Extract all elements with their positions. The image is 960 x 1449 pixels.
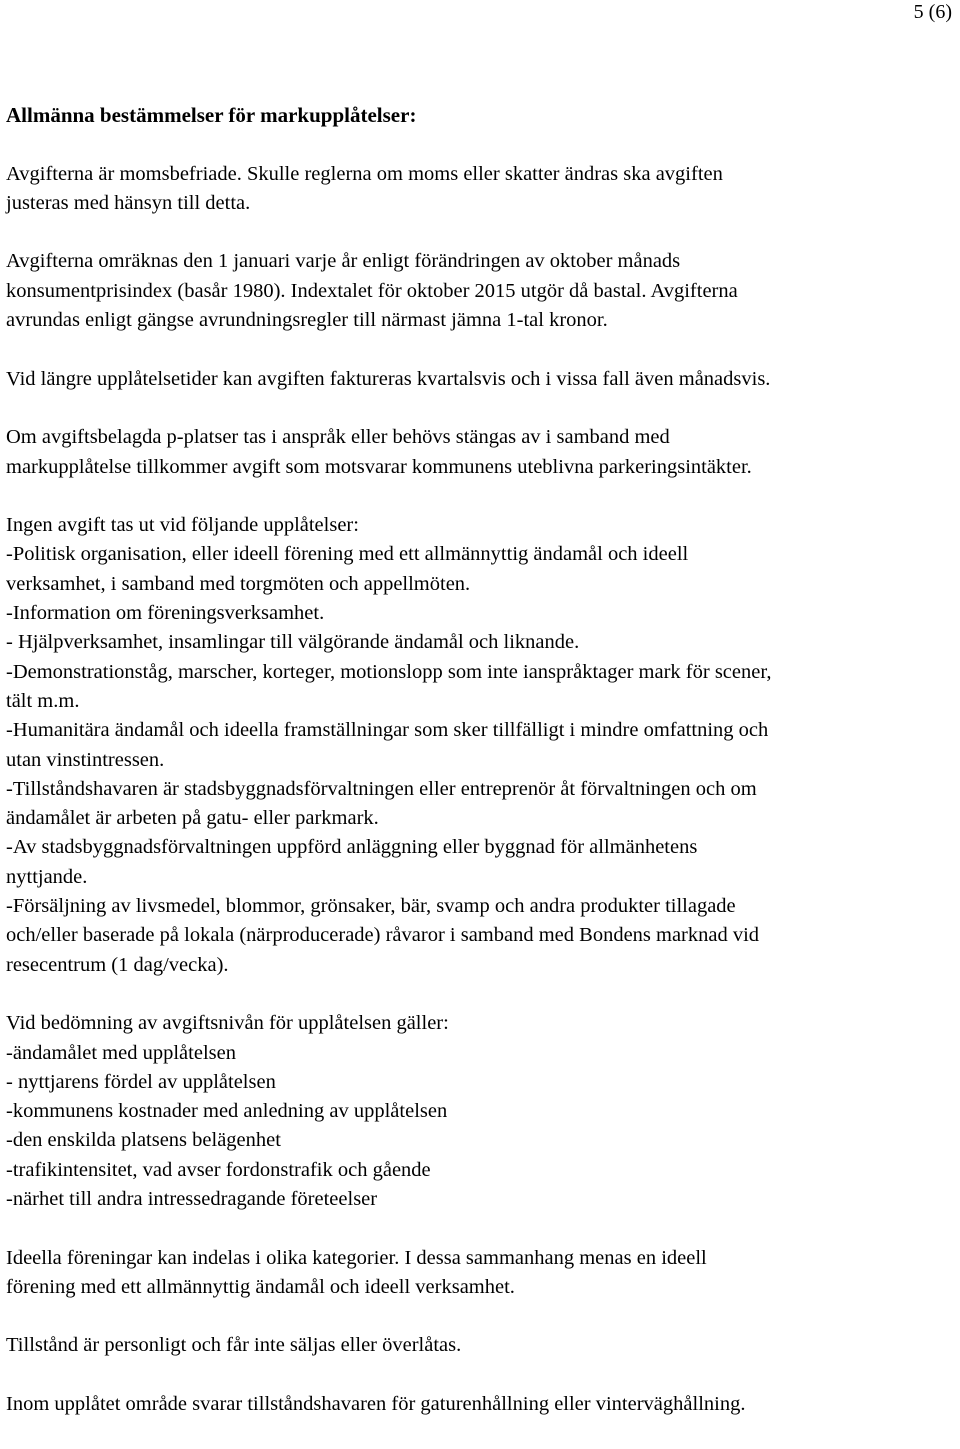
text-line: -närhet till andra intressedragande företeelser xyxy=(6,1187,378,1210)
text-line: tält m.m. xyxy=(6,689,80,712)
text-line: -ändamålet med upplåtelsen xyxy=(6,1041,236,1064)
text-line: Vid bedömning av avgiftsnivån för upplåtelsen gäller: xyxy=(6,1012,449,1035)
text-line: Avgifterna är momsbefriade. Skulle reglerna om moms eller skatter ändras ska avgiften xyxy=(6,162,723,185)
text-line: förening med ett allmännyttig ändamål och ideell verksamhet. xyxy=(6,1275,515,1298)
paragraph xyxy=(6,247,954,335)
text-line: Vid längre upplåtelsetider kan avgiften faktureras kvartalsvis och i vissa fall även månadsvis. xyxy=(6,367,771,390)
text-line: -den enskilda platsens belägenhet xyxy=(6,1129,281,1152)
text-line: konsumentprisindex (basår 1980). Indextalet för oktober 2015 utgör då bastal. Avgifterna xyxy=(6,279,738,302)
text-line: -Av stadsbyggnadsförvaltningen uppförd anläggning eller byggnad för allmänhetens xyxy=(6,836,698,859)
text-line: -trafikintensitet, vad avser fordonstrafik och gående xyxy=(6,1158,431,1181)
text-line: Tillstånd är personligt och får inte säljas eller överlåtas. xyxy=(6,1334,462,1357)
paragraph xyxy=(6,160,954,219)
text-line: -Humanitära ändamål och ideella framställningar som sker tillfälligt i mindre omfattning och xyxy=(6,719,769,742)
text-line: -Tillståndshavaren är stadsbyggnadsförvaltningen eller entreprenör åt förvaltningen och om xyxy=(6,777,757,800)
document-body xyxy=(6,101,954,1449)
section-heading: Allmänna bestämmelser för markupplåtelser: xyxy=(6,103,417,127)
text-line: Om avgiftsbelagda p-platser tas i anspråk eller behövs stängas av i samband med xyxy=(6,426,670,449)
text-line: avrundas enligt gängse avrundningsregler till närmast jämna 1-tal kronor. xyxy=(6,309,608,332)
paragraph xyxy=(6,511,954,980)
paragraph xyxy=(6,1331,954,1360)
text-line: - Hjälpverksamhet, insamlingar till välgörande ändamål och liknande. xyxy=(6,631,580,654)
paragraph xyxy=(6,365,954,394)
text-line: -kommunens kostnader med anledning av upplåtelsen xyxy=(6,1100,448,1123)
text-line: Ingen avgift tas ut vid följande upplåtelser: xyxy=(6,514,359,537)
text-line: nyttjande. xyxy=(6,865,88,888)
text-line: Inom upplåtet område svarar tillståndshavaren för gaturenhållning eller vinterväghållning. xyxy=(6,1393,746,1416)
paragraph xyxy=(6,1390,954,1419)
page-number: 5 (6) xyxy=(913,1,952,23)
text-line: -Politisk organisation, eller ideell förening med ett allmännyttig ändamål och ideell xyxy=(6,543,689,566)
paragraph xyxy=(6,423,954,482)
text-line: justeras med hänsyn till detta. xyxy=(6,191,251,214)
text-line: ändamålet är arbeten på gatu- eller parkmark. xyxy=(6,807,379,830)
text-line: -Information om föreningsverksamhet. xyxy=(6,602,325,625)
text-line: -Försäljning av livsmedel, blommor, grönsaker, bär, svamp och andra produkter tillagade xyxy=(6,895,736,918)
paragraph xyxy=(6,1009,954,1214)
text-line: -Demonstrationståg, marscher, korteger, motionslopp som inte ianspråktager mark för scener, xyxy=(6,660,772,683)
text-line: och/eller baserade på lokala (närproducerade) råvaror i samband med Bondens marknad vid xyxy=(6,924,760,947)
paragraph xyxy=(6,1244,954,1303)
text-line: resecentrum (1 dag/vecka). xyxy=(6,953,229,976)
text-line: markupplåtelse tillkommer avgift som motsvarar kommunens uteblivna parkeringsintäkter. xyxy=(6,455,752,478)
text-line: utan vinstintressen. xyxy=(6,748,165,771)
text-line: Ideella föreningar kan indelas i olika kategorier. I dessa sammanhang menas en ideell xyxy=(6,1246,707,1269)
text-line: verksamhet, i samband med torgmöten och appellmöten. xyxy=(6,572,471,595)
text-line: Avgifterna omräknas den 1 januari varje år enligt förändringen av oktober månads xyxy=(6,250,681,273)
paragraph-list xyxy=(6,160,954,1420)
text-line: - nyttjarens fördel av upplåtelsen xyxy=(6,1070,276,1093)
